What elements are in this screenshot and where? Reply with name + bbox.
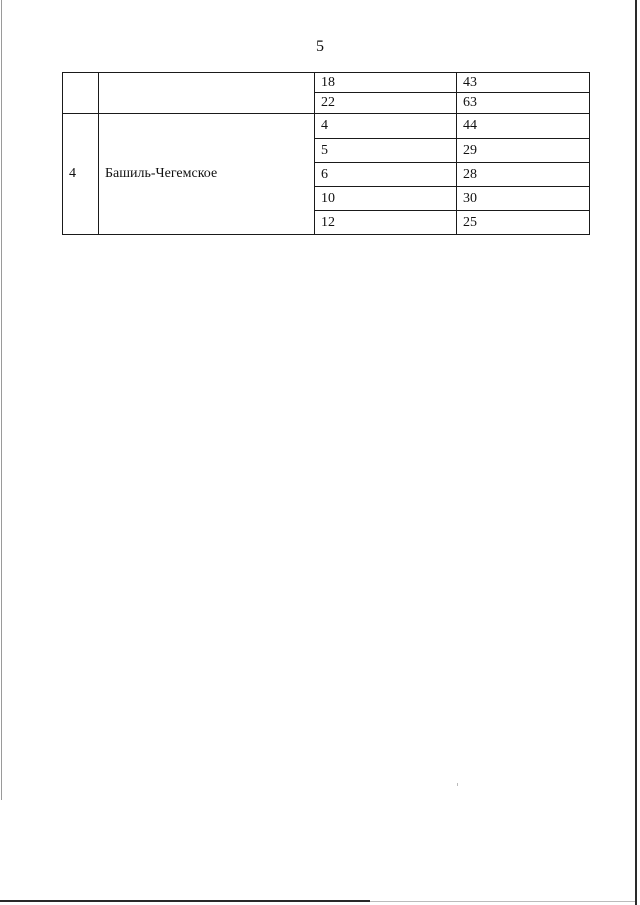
depth-cell: 22 bbox=[315, 93, 457, 114]
scan-edge-bottom bbox=[0, 900, 370, 902]
page-number: 5 bbox=[316, 38, 324, 55]
depth-cell: 5 bbox=[315, 139, 457, 163]
value-cell: 44 bbox=[457, 114, 590, 139]
data-table bbox=[62, 72, 590, 235]
table-row bbox=[63, 73, 590, 93]
table-row bbox=[63, 114, 590, 139]
value-cell: 30 bbox=[457, 187, 590, 211]
scan-edge-left bbox=[1, 0, 2, 800]
scan-speck bbox=[457, 783, 458, 786]
name-cell-empty bbox=[99, 73, 315, 114]
value-cell: 63 bbox=[457, 93, 590, 114]
depth-cell: 4 bbox=[315, 114, 457, 139]
value-cell: 28 bbox=[457, 163, 590, 187]
depth-cell: 12 bbox=[315, 211, 457, 235]
value-cell: 43 bbox=[457, 73, 590, 93]
scan-edge-right bbox=[635, 0, 637, 905]
depth-cell: 6 bbox=[315, 163, 457, 187]
index-cell-empty bbox=[63, 73, 99, 114]
scan-edge-bottom-faint bbox=[370, 901, 635, 902]
depth-cell: 18 bbox=[315, 73, 457, 93]
group-name-cell: Башиль-Чегемское bbox=[99, 114, 315, 235]
group-index-cell: 4 bbox=[63, 114, 99, 235]
value-cell: 25 bbox=[457, 211, 590, 235]
value-cell: 29 bbox=[457, 139, 590, 163]
depth-cell: 10 bbox=[315, 187, 457, 211]
